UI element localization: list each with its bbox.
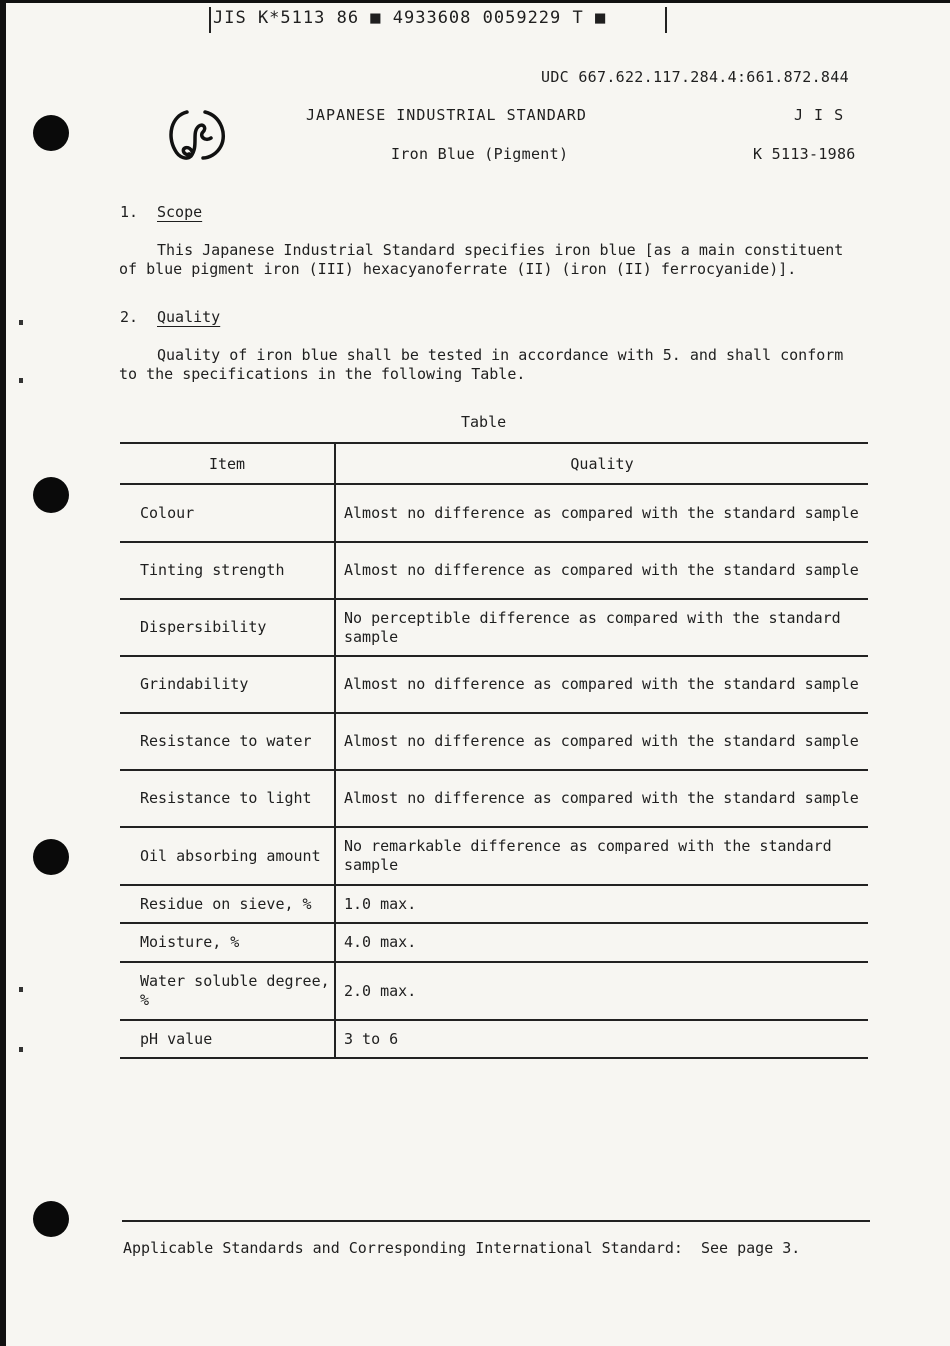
footer-text: Applicable Standards and Corresponding International Standard: [123,1239,683,1257]
section-number: 1. [120,203,139,221]
row-quality: Almost no difference as compared with the standard sample [335,656,868,713]
table-row [120,827,868,885]
table-caption: Table [461,413,507,431]
table-row [120,962,868,1020]
table-row [120,599,868,656]
table-row [120,542,868,599]
jis-mark: J I S [794,106,845,124]
row-quality: No remarkable difference as compared with the standard sample [335,827,868,885]
punch-hole [33,839,69,875]
scan-speck [19,320,23,325]
table-row [120,885,868,923]
section-title-quality: Quality [157,308,221,326]
scope-paragraph: This Japanese Industrial Standard specifies iron blue [as a main constituent of blue pigment iron (III) hexacyanoferrate (II) (iron (II) ferrocyanide)]. [119,241,844,278]
scan-border-left [0,0,6,1346]
scan-speck [19,378,23,383]
row-item: Resistance to light [120,770,335,827]
punch-hole [33,115,69,151]
quality-paragraph: Quality of iron blue shall be tested in accordance with 5. and shall conform to the specifications in the following Table. [119,346,844,383]
column-header-item: Item [120,443,335,484]
scan-border-top [0,0,950,3]
section-title-scope: Scope [157,203,203,221]
row-quality: 4.0 max. [335,923,868,962]
column-header-quality: Quality [335,443,868,484]
document-number: K 5113-1986 [753,145,856,163]
table-row [120,484,868,542]
row-quality: 1.0 max. [335,885,868,923]
footer-rule [122,1220,870,1222]
footer-note [123,1239,800,1257]
row-item: Tinting strength [120,542,335,599]
punch-hole [33,477,69,513]
udc-code: UDC 667.622.117.284.4:661.872.844 [541,68,849,86]
row-item: Grindability [120,656,335,713]
footer-page-ref: See page 3. [700,1239,801,1257]
row-quality: 3 to 6 [335,1020,868,1058]
row-quality: Almost no difference as compared with the standard sample [335,542,868,599]
table-row [120,770,868,827]
table-row [120,713,868,770]
table-header-row [120,443,868,484]
row-item: pH value [120,1020,335,1058]
row-item: Oil absorbing amount [120,827,335,885]
scan-speck [19,1047,23,1052]
row-quality: Almost no difference as compared with the standard sample [335,770,868,827]
row-quality: No perceptible difference as compared with the standard sample [335,599,868,656]
scan-speck [19,987,23,992]
row-quality: Almost no difference as compared with the standard sample [335,713,868,770]
row-item: Residue on sieve, % [120,885,335,923]
table-row [120,656,868,713]
section-number: 2. [120,308,139,326]
row-item: Moisture, % [120,923,335,962]
row-item: Dispersibility [120,599,335,656]
table-row [120,923,868,962]
punch-hole [33,1201,69,1237]
row-item: Colour [120,484,335,542]
barcode-line: JIS K*5113 86 ■ 4933608 0059229 T ■ [213,8,607,28]
document-title: Iron Blue (Pigment) [391,145,569,163]
standard-title: JAPANESE INDUSTRIAL STANDARD [306,106,587,124]
jis-logo-icon [165,102,229,166]
row-item: Resistance to water [120,713,335,770]
row-quality: 2.0 max. [335,962,868,1020]
quality-table [120,442,868,1059]
row-item: Water soluble degree, % [120,962,335,1020]
row-quality: Almost no difference as compared with the standard sample [335,484,868,542]
table-row [120,1020,868,1058]
